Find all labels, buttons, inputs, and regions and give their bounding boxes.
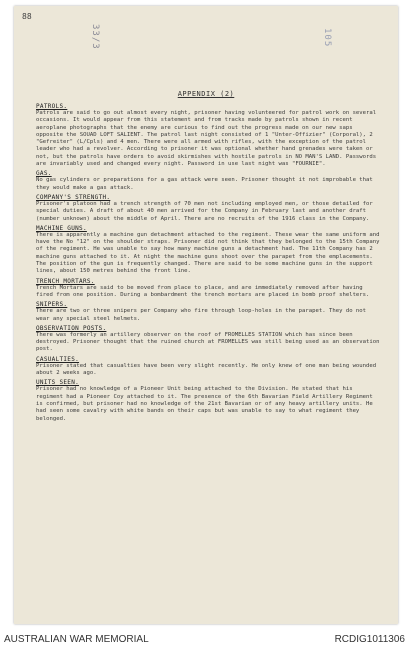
section-heading: CASUALTIES.: [36, 355, 80, 363]
section-heading: OBSERVATION POSTS.: [36, 324, 107, 332]
section-observation-posts: [36, 325, 380, 354]
section-company-strength: [36, 194, 380, 223]
section-text: There are two or three snipers per Company who fire through loop-holes in the parapet. They do not wear any special steel helmets.: [36, 308, 367, 322]
section-units-seen: [36, 379, 380, 422]
section-text: Prisoner stated that casualties have been very slight recently. He only knew of one man being wounded about 2 weeks ago.: [36, 362, 377, 377]
section-casualties: [36, 356, 380, 378]
section-patrols: [36, 103, 380, 168]
section-heading: GAS.: [36, 170, 52, 178]
section-heading: COMPANY'S STRENGTH.: [36, 193, 111, 201]
document-title: APPENDIX (2): [177, 90, 235, 98]
section-text: Prisoner had no knowledge of a Pioneer Unit being attached to the Division. He stated that his regiment had a Pioneer Coy attached to it. The presence of the 6th Bavarian Field Artillery Regiment is confirmed, but prisoner had no knowledge of the 21st Bavarian or of any heavy artillery units. He had seen some cavalry with white bands on their caps but was unable to say to what regiment they belonged.: [36, 386, 373, 422]
document-page: [14, 6, 398, 624]
section-gas: [36, 170, 380, 192]
archive-reference: RCDIG1011306: [334, 634, 405, 645]
section-text: Patrols are said to go out almost every night, prisoner having volunteered for patrol work on several occasions. It would appear from this statement and from tracks made by patrols shown in recent aeroplane photographs that the enemy are curious to find out the progress made on our new saps opposite the SOUAD LOFT SALIENT. The patrol last night consisted of 1 "Unter-Offizier" (Corporal), 2 "Gefreiter" (L/Cpls) and 4 men. There were all armed with rifles, with the exception of the patrol leader who had a revolver. According to prisoner it was optional whether hand grenades were taken or not, but the patrols have orders to avoid skirmishes with hostile patrols in NO MAN'S LAND. Passwords are invariably used and changed every night. Password in use last night was "FOURNIE".: [36, 110, 377, 168]
section-heading: TRENCH MORTARS.: [36, 277, 95, 285]
section-text: Prisoner's platoon had a trench strength of 70 men not including employed men, or those detailed for special duties. A draft of about 40 men arrived for the Company in February last and another draft (number unknown) about the middle of April. There are no recruits of the 1916 class in the Company.: [36, 200, 373, 222]
section-heading: UNITS SEEN.: [36, 379, 80, 387]
section-text: Trench Mortars are said to be moved from place to place, and are immediately removed after having fired from one position. During a bombardment the trench mortars are placed in bomb proof shelters.: [36, 284, 370, 298]
pencil-reference: 33/3: [90, 24, 100, 50]
section-machine-guns: [36, 225, 380, 276]
section-text: No gas cylinders or preparations for a gas attack were seen. Prisoner thought it not improbable that they would make a gas attack.: [36, 177, 373, 191]
section-heading: SNIPERS.: [36, 301, 68, 309]
section-heading: MACHINE GUNS.: [36, 224, 87, 232]
section-text: There is apparently a machine gun detachment attached to the regiment. These wear the same uniform and have the No "12" on the shoulder straps. Prisoner did not think that they belonged to the 15th Company of the regiment. He was unable to say how many machine guns a detachment had. The 11th Company has 2 machine guns attached to it. At night the machine guns shoot over the parapet from the emplacements. The position of the gun is frequently changed. There are said to be some machine guns in the support lines, about 150 metres behind the front line.: [36, 231, 380, 275]
document-body: [36, 103, 380, 425]
section-snipers: [36, 301, 380, 323]
section-text: There was formerly an artillery observer on the roof of FROMELLES STATION which has since been destroyed. Prisoner thought that the ruined church at FROMELLES was still being used as an observation post.: [36, 331, 380, 353]
folio-stamp: 105: [322, 28, 332, 48]
archive-name: AUSTRALIAN WAR MEMORIAL: [4, 634, 149, 645]
section-trench-mortars: [36, 278, 380, 300]
section-heading: PATROLS.: [36, 103, 68, 110]
page-number: 88: [22, 12, 32, 21]
